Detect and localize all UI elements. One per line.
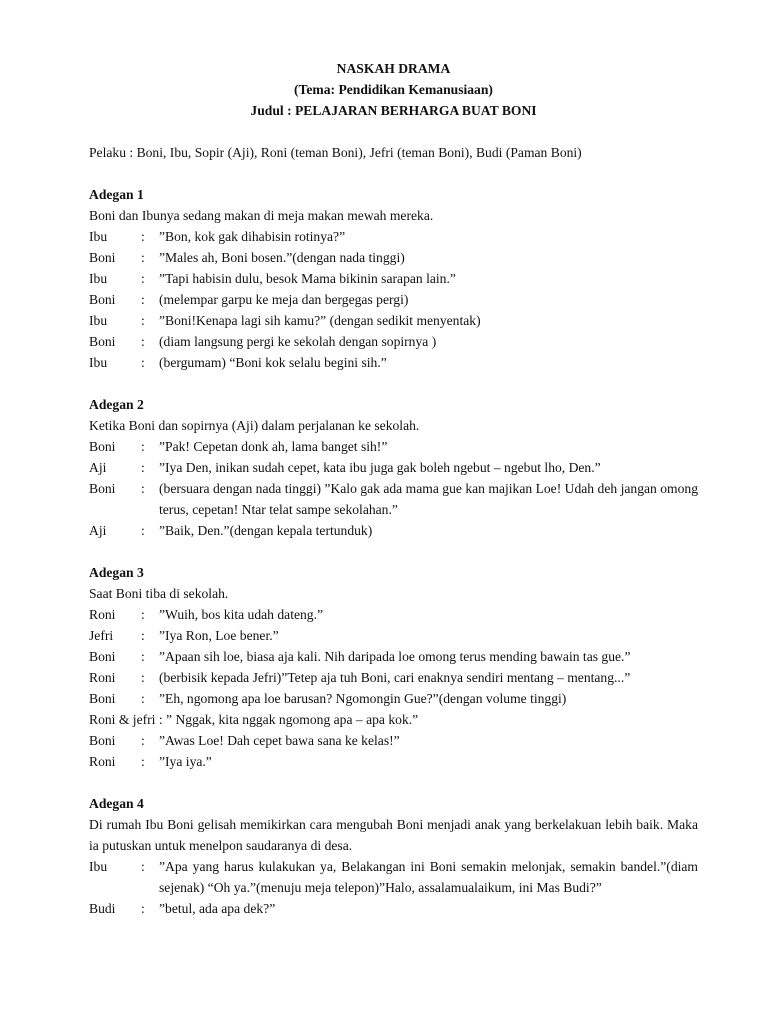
colon: : [141,334,145,349]
dialogue-text: ”Tapi habisin dulu, besok Mama bikinin sarapan lain.” [159,271,456,286]
dialogue-line [89,688,698,709]
dialogue-text: ”Awas Loe! Dah cepet bawa sana ke kelas!” [159,733,400,748]
dialogue-line [89,604,698,625]
dialogue-line [89,457,698,478]
dialogue-text: ”Wuih, bos kita udah dateng.” [159,607,324,622]
scene-intro: Ketika Boni dan sopirnya (Aji) dalam perjalanan ke sekolah. [89,418,420,433]
scene-heading: Adegan 2 [89,397,144,412]
dialogue-text: ”Iya Den, inikan sudah cepet, kata ibu juga gak boleh ngebut – ngebut lho, Den.” [159,460,601,475]
speaker: Budi [89,901,116,916]
dialogue-text: ”Baik, Den.”(dengan kepala tertunduk) [159,523,373,538]
speaker: Boni [89,691,116,706]
dialogue-line [89,268,698,289]
speaker: Boni [89,292,116,307]
colon: : [141,733,145,748]
dialogue-line [89,478,698,520]
dialogue-text: ”Iya iya.” [159,754,212,769]
dialogue-text: (bergumam) “Boni kok selalu begini sih.” [159,355,387,370]
colon: : [141,313,145,328]
colon: : [141,607,145,622]
speaker: Boni [89,334,116,349]
dialogue-text: ”Boni!Kenapa lagi sih kamu?” (dengan sedikit menyentak) [159,313,481,328]
dialogue-line [89,436,698,457]
dialogue-text: ”betul, ada apa dek?” [159,901,276,916]
colon: : [141,901,145,916]
speaker: Ibu [89,355,108,370]
speaker: Boni [89,649,116,664]
speaker: Boni [89,439,116,454]
colon: : [141,628,145,643]
speaker: Ibu [89,229,108,244]
speaker: Roni [89,607,116,622]
colon: : [141,460,145,475]
group-dialogue-line: Roni & jefri : ” Nggak, kita nggak ngomong apa – apa kok.” [89,712,419,727]
scene-intro: Di rumah Ibu Boni gelisah memikirkan cara mengubah Boni menjadi anak yang berkelakuan lebih baik. Maka ia putuskan untuk menelpon saudaranya di desa. [89,817,698,853]
dialogue-line [89,751,698,772]
colon: : [141,292,145,307]
dialogue-text: (bersuara dengan nada tinggi) ”Kalo gak ada mama gue kan majikan Loe! Udah deh jangan omong terus, cepetan! Ntar telat sampe sekolahan.” [159,481,698,517]
dialogue-line [89,856,698,898]
scene-2 [89,394,698,541]
scene-4 [89,793,698,919]
scene-heading: Adegan 1 [89,187,144,202]
colon: : [141,523,145,538]
colon: : [141,649,145,664]
dialogue-line [89,310,698,331]
speaker: Roni [89,754,116,769]
dialogue-text: ”Apaan sih loe, biasa aja kali. Nih daripada loe omong terus mending bawain tas gue.” [159,649,631,664]
dialogue-text: ”Pak! Cepetan donk ah, lama banget sih!” [159,439,388,454]
document-title: NASKAH DRAMA [336,61,451,76]
colon: : [141,229,145,244]
speaker: Ibu [89,313,108,328]
scene-heading: Adegan 3 [89,565,144,580]
dialogue-line [89,898,698,919]
speaker: Aji [89,460,107,475]
speaker: Boni [89,481,116,496]
colon: : [141,439,145,454]
speaker: Boni [89,733,116,748]
dialogue-text: ”Eh, ngomong apa loe barusan? Ngomongin Gue?”(dengan volume tinggi) [159,691,567,706]
scene-intro: Boni dan Ibunya sedang makan di meja makan mewah mereka. [89,208,434,223]
speaker: Ibu [89,271,108,286]
speaker: Aji [89,523,107,538]
colon: : [141,271,145,286]
document-judul: Judul : PELAJARAN BERHARGA BUAT BONI [250,103,537,118]
colon: : [141,754,145,769]
colon: : [141,670,145,685]
dialogue-line [89,646,698,667]
dialogue-line [89,625,698,646]
dialogue-line [89,289,698,310]
scene-3 [89,562,698,772]
colon: : [141,250,145,265]
scene-intro: Saat Boni tiba di sekolah. [89,586,229,601]
dialogue-line [89,247,698,268]
dialogue-text: ”Iya Ron, Loe bener.” [159,628,279,643]
speaker: Ibu [89,859,108,874]
document-theme: (Tema: Pendidikan Kemanusiaan) [294,82,493,97]
speaker: Boni [89,250,116,265]
dialogue-text: (melempar garpu ke meja dan bergegas pergi) [159,292,409,307]
scene-heading: Adegan 4 [89,796,144,811]
dialogue-line [89,331,698,352]
script-page [89,58,698,919]
speaker: Roni [89,670,116,685]
colon: : [141,859,145,874]
dialogue-line [89,667,698,688]
dialogue-line [89,352,698,373]
dialogue-text: ”Bon, kok gak dihabisin rotinya?” [159,229,346,244]
dialogue-line [89,730,698,751]
colon: : [141,691,145,706]
dialogue-text: ”Apa yang harus kulakukan ya, Belakangan ini Boni semakin melonjak, semakin bandel.”(diam sejenak) “Oh ya.”(menuju meja telepon)”Halo, assalamualaikum, ini Mas Budi?” [159,859,698,895]
colon: : [141,481,145,496]
dialogue-line [89,520,698,541]
cast-list: Pelaku : Boni, Ibu, Sopir (Aji), Roni (teman Boni), Jefri (teman Boni), Budi (Paman Boni) [89,145,582,160]
speaker: Jefri [89,628,114,643]
dialogue-text: ”Males ah, Boni bosen.”(dengan nada tinggi) [159,250,405,265]
scene-1 [89,184,698,373]
dialogue-text: (diam langsung pergi ke sekolah dengan sopirnya ) [159,334,437,349]
colon: : [141,355,145,370]
dialogue-line [89,226,698,247]
dialogue-text: (berbisik kepada Jefri)”Tetep aja tuh Boni, cari enaknya sendiri mentang – mentang...” [159,670,631,685]
